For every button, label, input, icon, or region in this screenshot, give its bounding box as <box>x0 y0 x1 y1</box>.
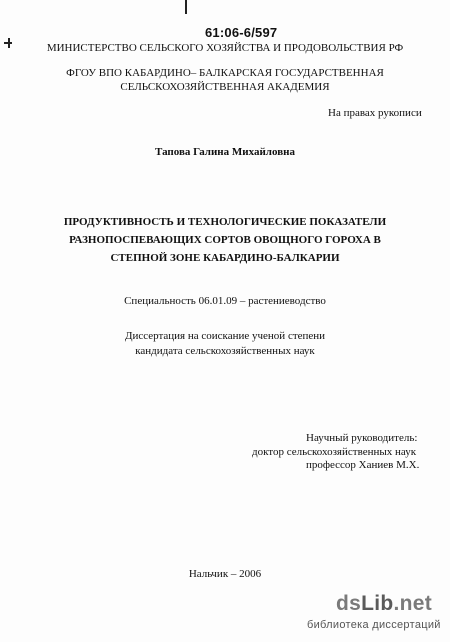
title-line-2: РАЗНОПОСПЕВАЮЩИХ СОРТОВ ОВОЩНОГО ГОРОХА В <box>69 234 381 246</box>
degree-line-2: кандидата сельскохозяйственных наук <box>135 345 315 357</box>
dslib-logo <box>336 592 432 616</box>
dslib-logo-main: ds <box>336 592 362 615</box>
institution-line-1: ФГОУ ВПО КАБАРДИНО– БАЛКАРСКАЯ ГОСУДАРСТВЕННАЯ <box>66 67 384 79</box>
title-line-1: ПРОДУКТИВНОСТЬ И ТЕХНОЛОГИЧЕСКИЕ ПОКАЗАТЕЛИ <box>63 216 387 228</box>
supervisor-degree: доктор сельскохозяйственных наук <box>252 446 417 458</box>
manuscript-note: На правах рукописи <box>328 107 422 119</box>
dslib-logo-lib: Lib <box>361 592 394 615</box>
author-name: Тапова Галина Михайловна <box>155 146 295 158</box>
call-number: 61:06-6/597 <box>205 25 278 40</box>
scan-mark-top <box>185 0 187 14</box>
dslib-logo-tld: .net <box>393 592 433 615</box>
supervisor-label: Научный руководитель: <box>306 432 418 444</box>
place-year: Нальчик – 2006 <box>188 568 262 580</box>
supervisor-name: профессор Ханиев М.Х. <box>306 459 420 471</box>
specialty-line: Специальность 06.01.09 – растениеводство <box>124 295 326 307</box>
title-line-3: СТЕПНОЙ ЗОНЕ КАБАРДИНО-БАЛКАРИИ <box>110 252 340 264</box>
institution-line-2: СЕЛЬСКОХОЗЯЙСТВЕННАЯ АКАДЕМИЯ <box>120 81 330 93</box>
ministry-line: МИНИСТЕРСТВО СЕЛЬСКОГО ХОЗЯЙСТВА И ПРОДОВОЛЬСТВИЯ РФ <box>46 42 404 54</box>
degree-line-1: Диссертация на соискание ученой степени <box>124 330 326 342</box>
dslib-tagline: библиотека диссертаций <box>307 619 441 631</box>
